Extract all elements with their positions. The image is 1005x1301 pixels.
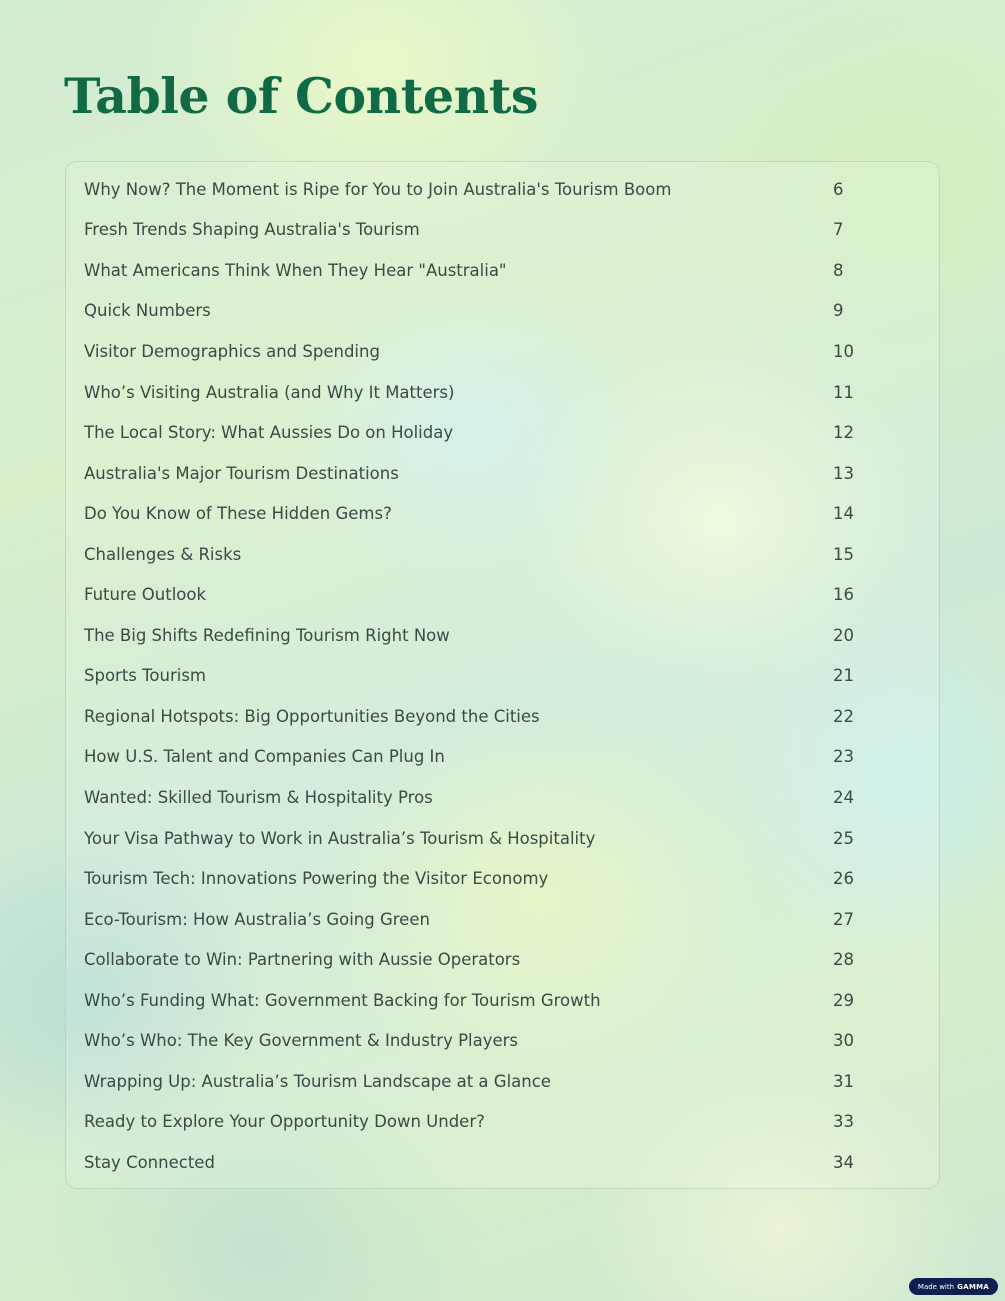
toc-entry-page-number: 33 [833, 1112, 854, 1132]
toc-entry-page-number: 6 [833, 179, 844, 199]
toc-entry-title[interactable]: Eco-Tourism: How Australia’s Going Green [84, 909, 430, 929]
toc-entry[interactable] [66, 899, 939, 940]
toc-entry-title[interactable]: Visitor Demographics and Spending [84, 341, 380, 361]
toc-entry[interactable] [66, 493, 939, 534]
toc-entry[interactable] [66, 372, 939, 413]
toc-entry[interactable] [66, 534, 939, 575]
toc-entry[interactable] [66, 939, 939, 980]
toc-entry-title[interactable]: Your Visa Pathway to Work in Australia’s Tourism & Hospitality [84, 828, 596, 848]
toc-entry-page-number: 24 [833, 787, 854, 807]
toc-entry-page-number: 26 [833, 869, 854, 889]
toc-entry-title[interactable]: Wrapping Up: Australia’s Tourism Landscape at a Glance [84, 1071, 551, 1091]
toc-entry-title[interactable]: Tourism Tech: Innovations Powering the Visitor Economy [84, 869, 549, 889]
toc-entry-page-number: 25 [833, 828, 854, 848]
toc-entry-title[interactable]: Collaborate to Win: Partnering with Aussie Operators [84, 950, 521, 970]
toc-entry-title[interactable]: Sports Tourism [84, 666, 207, 686]
toc-entry-page-number: 16 [833, 585, 854, 605]
toc-entry-title[interactable]: Challenges & Risks [84, 544, 242, 564]
toc-entry-title[interactable]: Why Now? The Moment is Ripe for You to Join Australia's Tourism Boom [84, 179, 672, 199]
page-title: Table of Contents [64, 67, 538, 125]
toc-entry-title[interactable]: Ready to Explore Your Opportunity Down Under? [84, 1112, 485, 1132]
toc-entry-title[interactable]: How U.S. Talent and Companies Can Plug In [84, 747, 445, 767]
toc-entry-page-number: 13 [833, 463, 854, 483]
toc-entry-title[interactable]: Do You Know of These Hidden Gems? [84, 504, 392, 524]
toc-entry-page-number: 21 [833, 666, 854, 686]
toc-entry-title[interactable]: Wanted: Skilled Tourism & Hospitality Pros [84, 787, 433, 807]
toc-entry[interactable] [66, 250, 939, 291]
toc-entry[interactable] [66, 737, 939, 778]
toc-entry-page-number: 20 [833, 625, 854, 645]
toc-entry-page-number: 28 [833, 950, 854, 970]
toc-entry[interactable] [66, 574, 939, 615]
toc-entry-title[interactable]: What Americans Think When They Hear "Australia" [84, 260, 507, 280]
toc-entry[interactable] [66, 818, 939, 859]
toc-entry-page-number: 30 [833, 1031, 854, 1051]
toc-entry[interactable] [66, 1142, 939, 1183]
toc-entry-title[interactable]: Fresh Trends Shaping Australia's Tourism [84, 220, 420, 240]
toc-entry-page-number: 34 [833, 1152, 854, 1172]
toc-entry[interactable] [66, 1102, 939, 1143]
toc-entry[interactable] [66, 656, 939, 697]
toc-entry-page-number: 9 [833, 301, 844, 321]
toc-entry-page-number: 8 [833, 260, 844, 280]
toc-entry-title[interactable]: Future Outlook [84, 585, 207, 605]
toc-entry-title[interactable]: Who’s Who: The Key Government & Industry Players [84, 1031, 519, 1051]
toc-entry[interactable] [66, 291, 939, 332]
toc-entry[interactable] [66, 777, 939, 818]
toc-entry-title[interactable]: Who’s Visiting Australia (and Why It Matters) [84, 382, 455, 402]
toc-entry[interactable] [66, 858, 939, 899]
toc-entry-title[interactable]: The Local Story: What Aussies Do on Holiday [84, 423, 454, 443]
toc-entry-page-number: 14 [833, 504, 854, 524]
toc-entry-page-number: 22 [833, 706, 854, 726]
toc-entry-page-number: 12 [833, 423, 854, 443]
toc-entry-title[interactable]: Regional Hotspots: Big Opportunities Beyond the Cities [84, 706, 540, 726]
toc-list [66, 169, 939, 1183]
toc-entry-page-number: 31 [833, 1071, 854, 1091]
toc-entry-page-number: 15 [833, 544, 854, 564]
toc-entry-page-number: 7 [833, 220, 844, 240]
toc-entry-title[interactable]: The Big Shifts Redefining Tourism Right Now [84, 625, 450, 645]
toc-entry[interactable] [66, 412, 939, 453]
toc-entry[interactable] [66, 696, 939, 737]
toc-entry-title[interactable]: Australia's Major Tourism Destinations [84, 463, 399, 483]
gamma-logo: GAMMA [957, 1282, 990, 1291]
toc-entry[interactable] [66, 980, 939, 1021]
toc-entry[interactable] [66, 210, 939, 251]
toc-entry-page-number: 10 [833, 341, 854, 361]
toc-entry-page-number: 11 [833, 382, 854, 402]
toc-entry-title[interactable]: Quick Numbers [84, 301, 211, 321]
toc-entry[interactable] [66, 331, 939, 372]
badge-prefix: Made with [917, 1282, 955, 1291]
toc-entry-page-number: 27 [833, 909, 854, 929]
toc-entry[interactable] [66, 169, 939, 210]
toc-panel [65, 161, 940, 1189]
made-with-gamma-badge[interactable] [909, 1278, 998, 1295]
toc-entry[interactable] [66, 615, 939, 656]
toc-entry-page-number: 29 [833, 990, 854, 1010]
toc-entry[interactable] [66, 1061, 939, 1102]
toc-entry-title[interactable]: Stay Connected [84, 1152, 215, 1172]
toc-entry[interactable] [66, 1020, 939, 1061]
toc-entry-title[interactable]: Who’s Funding What: Government Backing for Tourism Growth [84, 990, 601, 1010]
toc-entry[interactable] [66, 453, 939, 494]
toc-entry-page-number: 23 [833, 747, 854, 767]
